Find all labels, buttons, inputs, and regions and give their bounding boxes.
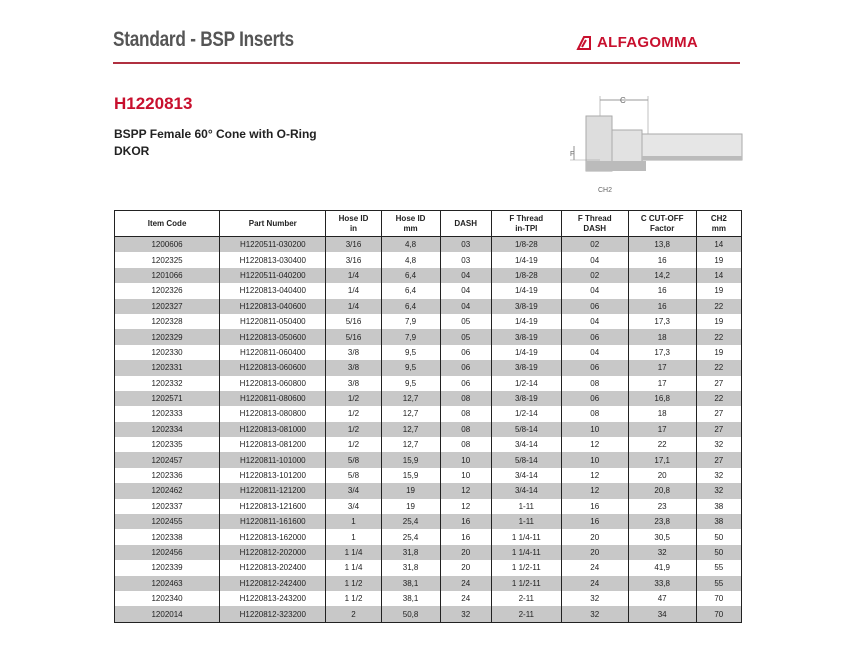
table-cell: 55 (696, 560, 741, 575)
table-cell: 33,8 (628, 576, 696, 591)
table-cell: 5/16 (326, 329, 381, 344)
table-cell: 1202337 (115, 499, 220, 514)
alfagomma-logo-icon (576, 35, 592, 51)
table-cell: 3/8-19 (491, 360, 561, 375)
table-cell: 5/8-14 (491, 452, 561, 467)
product-code: H1220813 (114, 94, 193, 113)
table-cell: 19 (381, 483, 440, 498)
table-cell: H1220813-081000 (220, 422, 326, 437)
table-cell: 3/16 (326, 252, 381, 267)
table-cell: 1202456 (115, 545, 220, 560)
table-cell: 04 (561, 252, 628, 267)
table-row (115, 252, 742, 267)
table-cell: 14,2 (628, 268, 696, 283)
table-cell: 08 (440, 391, 491, 406)
table-cell: 22 (696, 360, 741, 375)
table-cell: 06 (440, 360, 491, 375)
table-cell: 12,7 (381, 391, 440, 406)
table-cell: 1202326 (115, 283, 220, 298)
table-cell: 1 1/2 (326, 576, 381, 591)
table-cell: 22 (696, 329, 741, 344)
table-cell: H1220813-060600 (220, 360, 326, 375)
table-cell: 15,9 (381, 468, 440, 483)
table-cell: H1220811-050400 (220, 314, 326, 329)
table-cell: 1/4 (326, 299, 381, 314)
table-cell: 12,7 (381, 437, 440, 452)
table-cell: 1 1/4 (326, 545, 381, 560)
table-cell: 32 (696, 468, 741, 483)
table-cell: 14 (696, 268, 741, 283)
table-cell: 3/4-14 (491, 437, 561, 452)
table-cell: 38,1 (381, 576, 440, 591)
table-cell: 17,1 (628, 452, 696, 467)
table-cell: 12 (440, 483, 491, 498)
table-cell: 12,7 (381, 422, 440, 437)
table-cell: 1 1/2-11 (491, 576, 561, 591)
table-cell: 02 (561, 268, 628, 283)
table-cell: 1202338 (115, 529, 220, 544)
table-cell: 06 (440, 345, 491, 360)
table-cell: 1202014 (115, 606, 220, 622)
column-header (696, 211, 741, 237)
table-cell: 1202571 (115, 391, 220, 406)
table-cell: 1202328 (115, 314, 220, 329)
table-cell: 16 (561, 499, 628, 514)
table-cell: 27 (696, 452, 741, 467)
table-cell: 1/2 (326, 391, 381, 406)
table-cell: H1220813-243200 (220, 591, 326, 606)
column-header-line: Factor (649, 223, 675, 233)
table-cell: 38 (696, 514, 741, 529)
table-cell: 32 (696, 483, 741, 498)
table-cell: H1220813-162000 (220, 529, 326, 544)
table-cell: 08 (440, 422, 491, 437)
table-row (115, 437, 742, 452)
table-cell: 32 (561, 591, 628, 606)
dimension-f-label: F (570, 151, 575, 158)
table-cell: 08 (440, 437, 491, 452)
table-cell: 16 (561, 514, 628, 529)
table-cell: H1220811-101000 (220, 452, 326, 467)
table-cell: 27 (696, 422, 741, 437)
product-standard: DKOR (114, 144, 150, 158)
product-description: BSPP Female 60° Cone with O-Ring (114, 127, 317, 141)
table-cell: 20 (440, 560, 491, 575)
table-cell: 1202329 (115, 329, 220, 344)
table-cell: H1220813-050600 (220, 329, 326, 344)
table-cell: 47 (628, 591, 696, 606)
table-cell: 17,3 (628, 314, 696, 329)
table-cell: 12 (561, 468, 628, 483)
table-cell: 24 (440, 576, 491, 591)
table-row (115, 329, 742, 344)
dimension-ch-label: CH2 (598, 187, 613, 194)
table-cell: 08 (561, 406, 628, 421)
table-row (115, 299, 742, 314)
table-row (115, 514, 742, 529)
table-cell: 4,8 (381, 237, 440, 253)
table-cell: 1/4-19 (491, 314, 561, 329)
table-cell: 6,4 (381, 268, 440, 283)
table-cell: 06 (561, 391, 628, 406)
table-cell: 30,5 (628, 529, 696, 544)
table-row (115, 237, 742, 253)
table-row (115, 314, 742, 329)
table-cell: 1 1/2-11 (491, 560, 561, 575)
table-cell: 22 (696, 391, 741, 406)
table-cell: 1/4-19 (491, 345, 561, 360)
table-cell: 17,3 (628, 345, 696, 360)
table-cell: 3/4 (326, 483, 381, 498)
table-cell: 38,1 (381, 591, 440, 606)
table-cell: 1 1/2 (326, 591, 381, 606)
table-cell: 06 (561, 329, 628, 344)
table-row (115, 452, 742, 467)
table-cell: 19 (696, 252, 741, 267)
table-cell: 7,9 (381, 329, 440, 344)
table-cell: 1202327 (115, 299, 220, 314)
column-header-line: DASH (454, 218, 478, 228)
table-cell: 20 (561, 545, 628, 560)
page-title: Standard - BSP Inserts (113, 28, 294, 51)
table-cell: 15,9 (381, 452, 440, 467)
table-cell: 4,8 (381, 252, 440, 267)
table-cell: 04 (561, 283, 628, 298)
table-cell: 1/8-28 (491, 237, 561, 253)
table-cell: 5/8 (326, 468, 381, 483)
table-cell: H1220811-080600 (220, 391, 326, 406)
table-cell: 1202331 (115, 360, 220, 375)
table-cell: H1220511-030200 (220, 237, 326, 253)
table-cell: 32 (628, 545, 696, 560)
table-cell: H1220813-081200 (220, 437, 326, 452)
table-cell: 32 (696, 437, 741, 452)
table-cell: 25,4 (381, 514, 440, 529)
table-cell: 1202455 (115, 514, 220, 529)
table-cell: 32 (561, 606, 628, 622)
table-cell: 04 (440, 283, 491, 298)
column-header-line: mm (403, 223, 418, 233)
table-cell: 9,5 (381, 345, 440, 360)
table-row (115, 591, 742, 606)
table-cell: H1220812-242400 (220, 576, 326, 591)
table-cell: 17 (628, 422, 696, 437)
table-cell: 1/4 (326, 283, 381, 298)
table-row (115, 283, 742, 298)
column-header-line: Part Number (248, 218, 297, 228)
table-cell: 5/16 (326, 314, 381, 329)
table-cell: 3/8-19 (491, 299, 561, 314)
table-cell: 10 (561, 422, 628, 437)
table-cell: 06 (561, 299, 628, 314)
table-cell: 12 (561, 437, 628, 452)
table-cell: 1202330 (115, 345, 220, 360)
table-cell: 50 (696, 545, 741, 560)
table-cell: 1/4-19 (491, 252, 561, 267)
specifications-table (114, 210, 742, 623)
table-cell: H1220813-202400 (220, 560, 326, 575)
table-row (115, 406, 742, 421)
table-cell: 23,8 (628, 514, 696, 529)
column-header-line: F Thread (509, 213, 544, 223)
table-cell: 14 (696, 237, 741, 253)
table-cell: 19 (381, 499, 440, 514)
table-cell: 1202333 (115, 406, 220, 421)
table-cell: H1220811-161600 (220, 514, 326, 529)
table-cell: 1/4-19 (491, 283, 561, 298)
table-cell: 06 (440, 376, 491, 391)
table-row (115, 468, 742, 483)
table-cell: 34 (628, 606, 696, 622)
table-cell: 08 (561, 376, 628, 391)
table-cell: 24 (561, 560, 628, 575)
table-row (115, 268, 742, 283)
table-row (115, 606, 742, 622)
table-cell: 1/2-14 (491, 406, 561, 421)
table-row (115, 422, 742, 437)
table-cell: 70 (696, 606, 741, 622)
table-cell: 2-11 (491, 606, 561, 622)
table-cell: 10 (440, 468, 491, 483)
table-cell: 55 (696, 576, 741, 591)
table-cell: 1200606 (115, 237, 220, 253)
dimension-c-label: C (620, 96, 626, 105)
table-cell: 1 (326, 529, 381, 544)
table-cell: 1/8-28 (491, 268, 561, 283)
table-cell: H1220813-121600 (220, 499, 326, 514)
table-cell: 17 (628, 376, 696, 391)
table-row (115, 360, 742, 375)
column-header (491, 211, 561, 237)
column-header (381, 211, 440, 237)
table-cell: 9,5 (381, 376, 440, 391)
table-cell: 2 (326, 606, 381, 622)
table-cell: 3/8 (326, 376, 381, 391)
column-header-line: CH2 (710, 213, 727, 223)
table-cell: 06 (561, 360, 628, 375)
column-header-line: in-TPI (515, 223, 538, 233)
table-cell: 1/2 (326, 422, 381, 437)
table-cell: H1220813-040400 (220, 283, 326, 298)
table-cell: 25,4 (381, 529, 440, 544)
table-cell: 12 (561, 483, 628, 498)
table-cell: 04 (561, 314, 628, 329)
column-header-line: mm (711, 223, 726, 233)
table-cell: 5/8 (326, 452, 381, 467)
table-cell: 16 (628, 299, 696, 314)
table-row (115, 560, 742, 575)
table-row (115, 376, 742, 391)
table-cell: 1202325 (115, 252, 220, 267)
table-cell: 31,8 (381, 545, 440, 560)
table-cell: 6,4 (381, 299, 440, 314)
table-cell: 1202462 (115, 483, 220, 498)
table-cell: 16 (440, 529, 491, 544)
table-cell: 03 (440, 237, 491, 253)
table-cell: 20,8 (628, 483, 696, 498)
table-cell: 19 (696, 314, 741, 329)
table-cell: 22 (628, 437, 696, 452)
table-cell: H1220813-030400 (220, 252, 326, 267)
table-cell: 1202332 (115, 376, 220, 391)
brand-name: ALFAGOMMA (597, 34, 699, 51)
column-header-line: Hose ID (395, 213, 426, 223)
table-cell: 18 (628, 406, 696, 421)
table-cell: 1-11 (491, 514, 561, 529)
table-cell: 24 (561, 576, 628, 591)
table-cell: 05 (440, 314, 491, 329)
table-cell: 04 (440, 299, 491, 314)
header-divider (113, 62, 740, 64)
table-cell: 16 (628, 252, 696, 267)
table-cell: 5/8-14 (491, 422, 561, 437)
table-cell: 1 1/4-11 (491, 545, 561, 560)
table-cell: 3/4-14 (491, 483, 561, 498)
table-cell: 32 (440, 606, 491, 622)
table-cell: 1/2 (326, 406, 381, 421)
table-cell: 04 (561, 345, 628, 360)
column-header-line: in (349, 223, 358, 233)
table-cell: 03 (440, 252, 491, 267)
table-cell: 1 (326, 514, 381, 529)
table-cell: 3/8-19 (491, 329, 561, 344)
table-cell: 1202457 (115, 452, 220, 467)
table-cell: 1202340 (115, 591, 220, 606)
table-cell: 16 (440, 514, 491, 529)
table-cell: 13,8 (628, 237, 696, 253)
table-cell: 1/2 (326, 437, 381, 452)
table-cell: 50,8 (381, 606, 440, 622)
column-header-line: C CUT-OFF (640, 213, 684, 223)
table-cell: 3/8 (326, 360, 381, 375)
table-cell: 3/4 (326, 499, 381, 514)
table-cell: 3/8-19 (491, 391, 561, 406)
table-row (115, 499, 742, 514)
column-header (326, 211, 381, 237)
column-header-line: Item Code (147, 218, 187, 228)
table-cell: 1202339 (115, 560, 220, 575)
table-cell: 20 (440, 545, 491, 560)
table-cell: 18 (628, 329, 696, 344)
table-cell: 27 (696, 376, 741, 391)
table-cell: 3/16 (326, 237, 381, 253)
table-cell: 1202335 (115, 437, 220, 452)
table-cell: 70 (696, 591, 741, 606)
table-row (115, 391, 742, 406)
table-cell: 27 (696, 406, 741, 421)
table-cell: 23 (628, 499, 696, 514)
table-cell: 05 (440, 329, 491, 344)
table-cell: 22 (696, 299, 741, 314)
table-cell: 10 (440, 452, 491, 467)
column-header (220, 211, 326, 237)
table-cell: H1220813-040600 (220, 299, 326, 314)
table-cell: 20 (628, 468, 696, 483)
column-header (561, 211, 628, 237)
column-header-line: Hose ID (338, 213, 369, 223)
column-header-line: DASH (583, 223, 607, 233)
table-cell: 2-11 (491, 591, 561, 606)
table-cell: 9,5 (381, 360, 440, 375)
table-cell: 50 (696, 529, 741, 544)
table-cell: 1202334 (115, 422, 220, 437)
table-cell: 41,9 (628, 560, 696, 575)
table-row (115, 345, 742, 360)
column-header (115, 211, 220, 237)
table-cell: H1220813-101200 (220, 468, 326, 483)
column-header-line: F Thread (577, 213, 612, 223)
table-cell: 3/8 (326, 345, 381, 360)
table-cell: 20 (561, 529, 628, 544)
column-header (628, 211, 696, 237)
table-cell: H1220811-060400 (220, 345, 326, 360)
table-cell: H1220812-202000 (220, 545, 326, 560)
table-cell: 19 (696, 283, 741, 298)
table-cell: 1/4 (326, 268, 381, 283)
table-cell: 08 (440, 406, 491, 421)
table-cell: H1220812-323200 (220, 606, 326, 622)
table-cell: 31,8 (381, 560, 440, 575)
table-cell: 6,4 (381, 283, 440, 298)
table-cell: 1-11 (491, 499, 561, 514)
column-header (440, 211, 491, 237)
table-cell: 7,9 (381, 314, 440, 329)
table-cell: H1220811-121200 (220, 483, 326, 498)
table-cell: 16 (628, 283, 696, 298)
fitting-diagram (560, 94, 750, 199)
table-cell: 1201066 (115, 268, 220, 283)
table-cell: 1202336 (115, 468, 220, 483)
table-cell: 17 (628, 360, 696, 375)
table-cell: 19 (696, 345, 741, 360)
table-cell: 38 (696, 499, 741, 514)
table-cell: 1/2-14 (491, 376, 561, 391)
table-cell: 02 (561, 237, 628, 253)
table-cell: 10 (561, 452, 628, 467)
brand-logo (576, 34, 698, 51)
table-row (115, 545, 742, 560)
table-cell: 3/4-14 (491, 468, 561, 483)
table-cell: 12 (440, 499, 491, 514)
table-cell: 1 1/4 (326, 560, 381, 575)
table-cell: H1220813-060800 (220, 376, 326, 391)
table-cell: 12,7 (381, 406, 440, 421)
table-cell: 24 (440, 591, 491, 606)
table-cell: 1 1/4-11 (491, 529, 561, 544)
table-cell: 1202463 (115, 576, 220, 591)
table-row (115, 483, 742, 498)
table-row (115, 529, 742, 544)
table-cell: 04 (440, 268, 491, 283)
table-cell: H1220511-040200 (220, 268, 326, 283)
table-cell: 16,8 (628, 391, 696, 406)
table-row (115, 576, 742, 591)
table-cell: H1220813-080800 (220, 406, 326, 421)
